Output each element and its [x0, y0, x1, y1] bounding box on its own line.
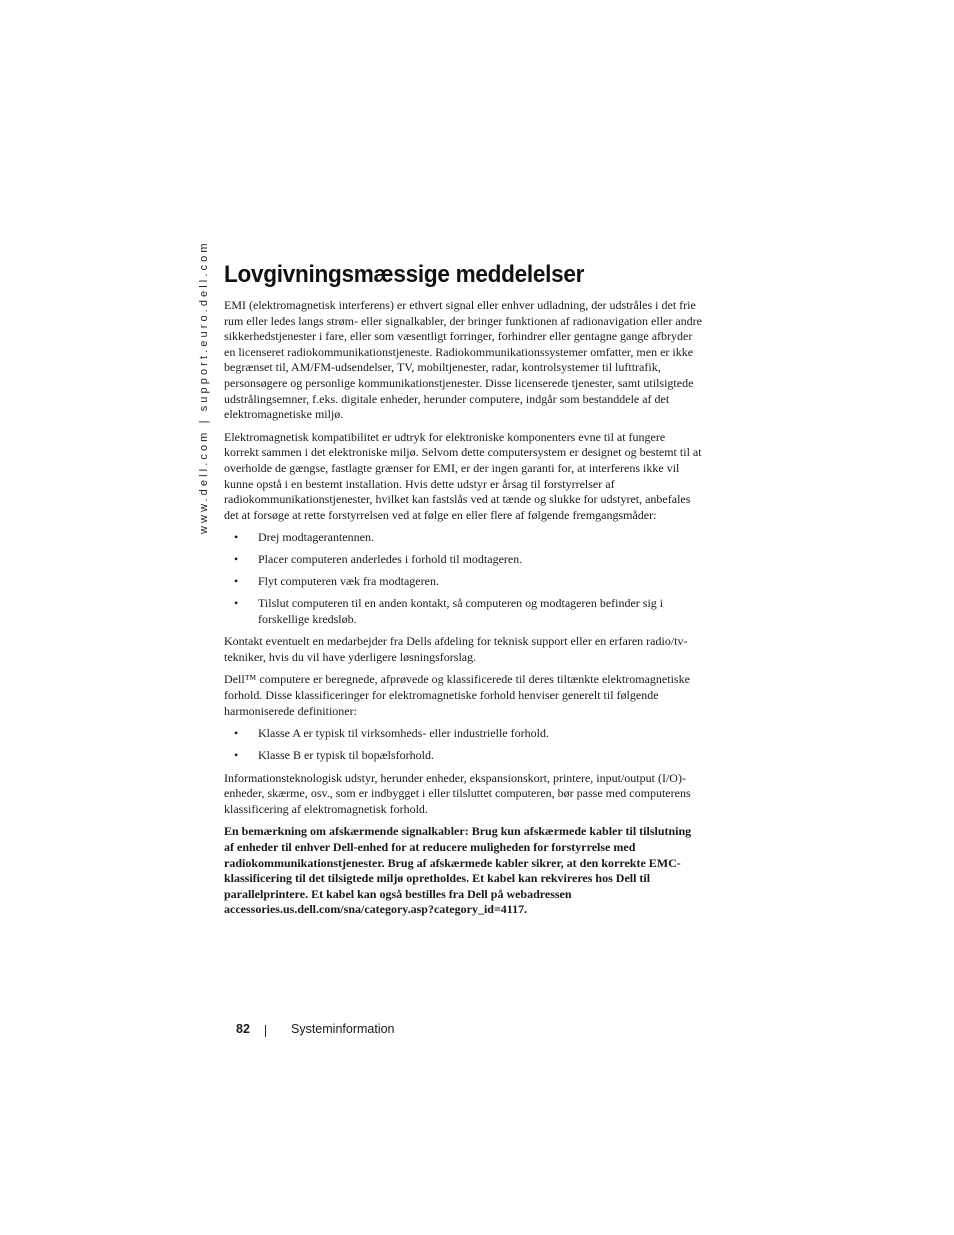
paragraph-shielded-cables: En bemærkning om afskærmende signalkabler: Brug kun afskærmede kabler til tilslutning af enheder til enhver Dell-enhed for at reducere muligheden for forstyrrelse med radiokommunikationstjenester. Brug af afskærmede kabler sikrer, at den korrekte EMC-klassificering til det tilsigtede miljø opretholdes. Et kabel kan rekvireres hos Dell til parallelprintere. Et kabel kan også bestilles fra Dell på webadressen accessories.us.dell.com/sna/category.asp?category_id=4117. — [224, 824, 692, 917]
paragraph-emi: EMI (elektromagnetisk interferens) er ethvert signal eller enhver udladning, der udstråles i det frie rum eller ledes langs strøm- eller signalkabler, der bringer funktionen af radionavigation eller andre sikkerhedstjenester i fare, eller som væsentligt forringer, forhindrer eller gentagne gange afbryder en licenseret radiokommunikationstjeneste. Radiokommunikationssystemer omfatter, men er ikke begrænset til, AM/FM-udsendelser, TV, mobiltjenester, radar, kontrolsystemer til lufttrafik, personsøgere og personlige kommunikationstjenester. Disse licenserede tjenester, samt utilsigtede udstrålingsemner, f.eks. digitale enheder, herunder computere, indgår som bestanddele af det elektromagnetiske miljø. — [224, 298, 703, 422]
side-url: www.dell.com | support.euro.dell.com — [198, 240, 210, 534]
remedy-list — [224, 530, 702, 627]
footer-section-title: Systeminformation — [291, 1022, 395, 1036]
page-content — [224, 258, 702, 925]
footer-divider — [265, 1025, 266, 1037]
class-list — [224, 726, 702, 763]
list-item: • Klasse A er typisk til virksomheds- eller industrielle forhold. — [224, 726, 702, 742]
page-title: Lovgivningsmæssige meddelelser — [224, 261, 585, 288]
paragraph-contact: Kontakt eventuelt en medarbejder fra Dells afdeling for teknisk support eller en erfaren radio/tv-tekniker, hvis du vil have yderligere løsningsforslag. — [224, 634, 688, 664]
page-number: 82 — [236, 1022, 250, 1036]
list-item: • Klasse B er typisk til bopælsforhold. — [224, 748, 702, 764]
list-item: • Drej modtagerantennen. — [224, 530, 702, 546]
list-item: • Flyt computeren væk fra modtageren. — [224, 574, 702, 590]
paragraph-it-equipment: Informationsteknologisk udstyr, herunder enheder, ekspansionskort, printere, input/output (I/O)-enheder, skærme, osv., som er indbygget i eller tilsluttet computeren, bør passe med computerens klassificering af elektromagnetisk forhold. — [224, 770, 691, 816]
paragraph-classification: Dell™ computere er beregnede, afprøvede og klassificerede til deres tiltænkte elektromagnetiske forhold. Disse klassificeringer for elektromagnetiske forhold henviser generelt til følgende harmoniserede definitioner: — [224, 672, 690, 718]
paragraph-emc: Elektromagnetisk kompatibilitet er udtryk for elektroniske komponenters evne til at fungere korrekt sammen i det elektroniske miljø. Selvom dette computersystem er designet og bestemt til at overholde de gængse, fastlagte grænser for EMI, er der ingen garanti for, at interferens ikke vil kunne opstå i en bestemt installation. Hvis dette udstyr er årsag til forstyrrelser af radiokommunikationstjenester, hvilket kan fastslås ved at tænde og slukke for udstyret, anbefales det at forsøge at rette forstyrrelsen ved at følge en eller flere af følgende fremgangsmåder: — [224, 429, 702, 522]
list-item: • Tilslut computeren til en anden kontakt, så computeren og modtageren befinder sig i forskellige kredsløb. — [224, 596, 702, 627]
list-item: • Placer computeren anderledes i forhold til modtageren. — [224, 552, 702, 568]
